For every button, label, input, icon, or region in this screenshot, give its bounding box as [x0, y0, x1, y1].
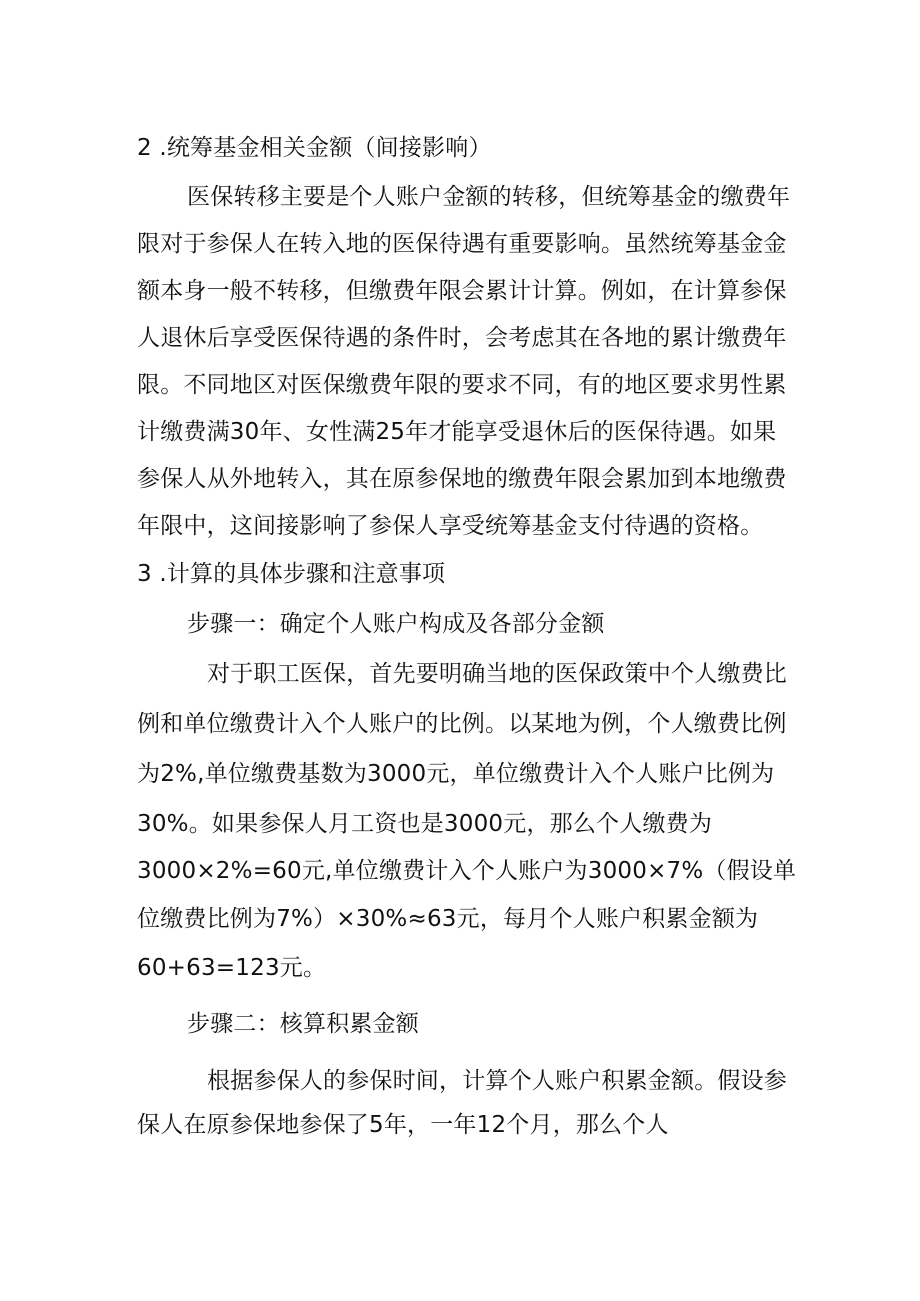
paragraph-line: 保人在原参保地参保了5年，一年12个月，那么个人	[137, 1112, 669, 1138]
step-2-title: 步骤二：核算积累金额	[187, 1011, 419, 1037]
paragraph-line: 对于职工医保，首先要明确当地的医保政策中个人缴费比	[207, 661, 787, 687]
paragraph-line: 60+63=123元。	[137, 955, 327, 981]
paragraph-line: 人退休后享受医保待遇的条件时，会考虑其在各地的累计缴费年	[137, 325, 787, 351]
step-1-title: 步骤一：确定个人账户构成及各部分金额	[187, 611, 605, 637]
paragraph-line: 医保转移主要是个人账户金额的转移，但统筹基金的缴费年	[187, 184, 791, 210]
paragraph-line: 根据参保人的参保时间，计算个人账户积累金额。假设参	[207, 1068, 787, 1094]
paragraph-line: 计缴费满30年、女性满25年才能享受退休后的医保待遇。如果	[137, 419, 777, 445]
paragraph-line: 限。不同地区对医保缴费年限的要求不同，有的地区要求男性累	[137, 372, 787, 398]
paragraph-line: 年限中，这间接影响了参保人享受统筹基金支付待遇的资格。	[137, 513, 764, 539]
paragraph-line: 30%。如果参保人月工资也是3000元，那么个人缴费为	[137, 811, 713, 837]
paragraph-line: 位缴费比例为7%）×30%≈63元，每月个人账户积累金额为	[137, 906, 759, 932]
section-2-heading: 2 .统筹基金相关金额（间接影响）	[137, 135, 492, 161]
paragraph-line: 参保人从外地转入，其在原参保地的缴费年限会累加到本地缴费	[137, 466, 787, 492]
paragraph-line: 额本身一般不转移，但缴费年限会累计计算。例如，在计算参保	[137, 278, 787, 304]
paragraph-line: 为2%,单位缴费基数为3000元，单位缴费计入个人账户比例为	[137, 761, 775, 787]
section-3-heading: 3 .计算的具体步骤和注意事项	[137, 561, 446, 587]
paragraph-line: 3000×2%=60元,单位缴费计入个人账户为3000×7%（假设单	[137, 858, 797, 884]
paragraph-line: 例和单位缴费计入个人账户的比例。以某地为例，个人缴费比例	[137, 711, 787, 737]
paragraph-line: 限对于参保人在转入地的医保待遇有重要影响。虽然统筹基金金	[137, 231, 787, 257]
